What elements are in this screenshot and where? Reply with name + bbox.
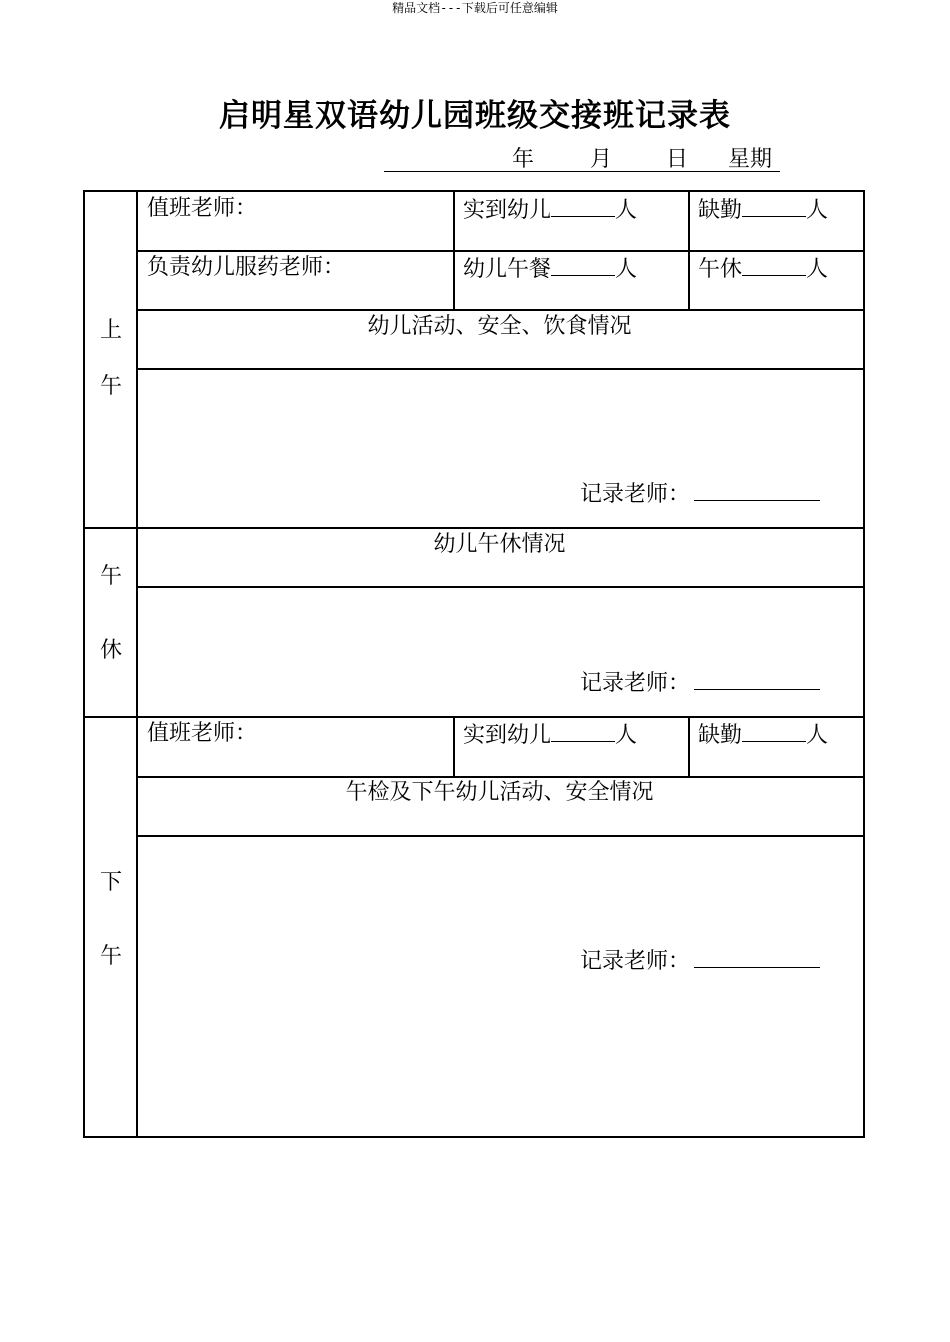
form-title: 启明星双语幼儿园班级交接班记录表 <box>219 98 731 134</box>
nap-prefix: 午休 <box>698 257 743 282</box>
row-line <box>136 250 863 252</box>
lunch-blank[interactable] <box>551 253 615 276</box>
medicine-teacher-field: 负责幼儿服药老师： <box>147 255 346 280</box>
afternoon-label-1: 下 <box>99 870 122 895</box>
nap-label-1: 午 <box>99 564 122 589</box>
nap-section-heading: 幼儿午休情况 <box>433 532 566 557</box>
section-line-nap-end <box>85 716 863 718</box>
afternoon-attended-field <box>463 719 637 751</box>
attended-unit: 人 <box>615 198 638 223</box>
record-teacher-label: 记录老师： <box>580 671 691 696</box>
weekday-label: 星期 <box>728 147 773 172</box>
nap-label-2: 休 <box>99 638 122 663</box>
record-teacher-label: 记录老师： <box>580 482 691 507</box>
handover-form-table <box>83 190 865 1138</box>
nap-blank[interactable] <box>742 253 806 276</box>
row-line <box>136 586 863 588</box>
morning-attended-field <box>463 194 637 226</box>
row-line <box>136 368 863 370</box>
date-underline <box>384 171 780 172</box>
attended-prefix: 实到幼儿 <box>463 723 552 748</box>
morning-section-heading: 幼儿活动、安全、饮食情况 <box>367 314 632 339</box>
absent-unit: 人 <box>806 198 829 223</box>
date-line <box>384 146 780 174</box>
morning-duty-teacher-field: 值班老师： <box>147 196 258 221</box>
afternoon-label-2: 午 <box>99 944 122 969</box>
lunch-count-field <box>463 253 637 285</box>
col-line <box>453 192 455 309</box>
absent-prefix: 缺勤 <box>698 198 743 223</box>
record-teacher-blank[interactable] <box>694 478 820 501</box>
afternoon-duty-teacher-field: 值班老师： <box>147 721 258 746</box>
absent-unit: 人 <box>806 723 829 748</box>
nap-unit: 人 <box>806 257 829 282</box>
attended-unit: 人 <box>615 723 638 748</box>
absent-blank[interactable] <box>742 719 806 742</box>
col-line <box>688 192 690 309</box>
afternoon-section-heading: 午检及下午幼儿活动、安全情况 <box>345 780 654 805</box>
year-label: 年 <box>512 147 535 172</box>
col-line <box>688 716 690 776</box>
morning-label-1: 上 <box>99 318 122 343</box>
nap-record-teacher <box>580 667 820 699</box>
record-teacher-blank[interactable] <box>694 945 820 968</box>
nap-count-field <box>698 253 828 285</box>
row-line <box>136 835 863 837</box>
attended-prefix: 实到幼儿 <box>463 198 552 223</box>
absent-blank[interactable] <box>742 194 806 217</box>
afternoon-absent-field <box>698 719 828 751</box>
absent-prefix: 缺勤 <box>698 723 743 748</box>
record-teacher-blank[interactable] <box>694 667 820 690</box>
lunch-unit: 人 <box>615 257 638 282</box>
month-label: 月 <box>590 147 613 172</box>
morning-absent-field <box>698 194 828 226</box>
morning-record-teacher <box>580 478 820 510</box>
attended-blank[interactable] <box>551 194 615 217</box>
col-line <box>453 716 455 776</box>
row-line <box>136 309 863 311</box>
lunch-prefix: 幼儿午餐 <box>463 257 552 282</box>
afternoon-record-teacher <box>580 945 820 977</box>
attended-blank[interactable] <box>551 719 615 742</box>
morning-label-2: 午 <box>99 374 122 399</box>
day-label: 日 <box>666 147 689 172</box>
section-line-morning-end <box>85 527 863 529</box>
page-header-note: 精品文档---下载后可任意编辑 <box>392 1 558 15</box>
record-teacher-label: 记录老师： <box>580 949 691 974</box>
